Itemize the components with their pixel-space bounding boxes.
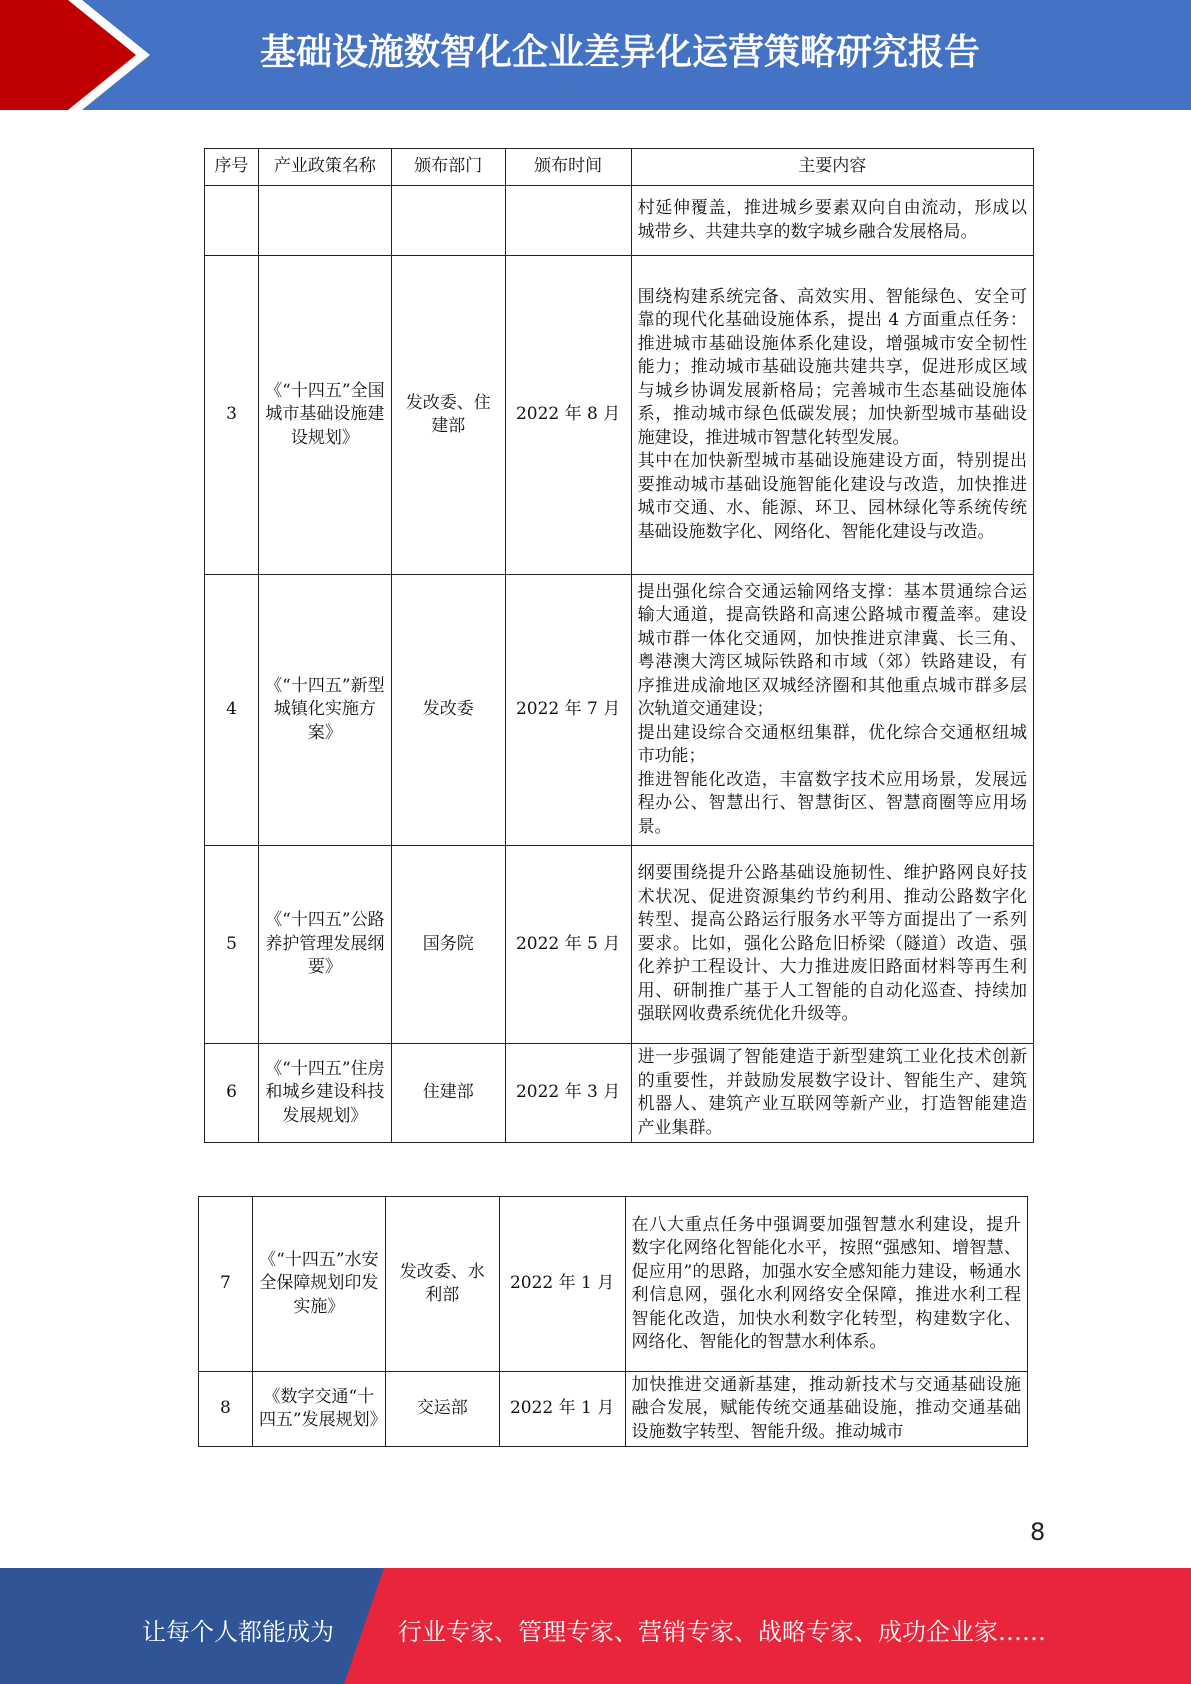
table-header-row [205,149,1034,186]
row-no: 7 [199,1197,253,1372]
row-no [205,186,259,256]
row-no: 4 [205,575,259,846]
row-date [505,186,631,256]
row-date: 2022 年 3 月 [505,1044,631,1143]
row-policy-name [258,186,391,256]
row-content: 村延伸覆盖，推进城乡要素双向自由流动，形成以城带乡、共建共享的数字城乡融合发展格局。 [631,186,1033,256]
row-policy-name: 《“十四五”住房和城乡建设科技发展规划》 [258,1044,391,1143]
table-row [205,1044,1034,1143]
row-content: 围绕构建系统完备、高效实用、智能绿色、安全可靠的现代化基础设施体系，提出 4 方面重点任务：推进城市基础设施体系化建设，增强城市安全韧性能力；推动城市基础设施共建共享，促进形成区域与城乡协调发展新格局；完善城市生态基础设施体系，推动城市绿色低碳发展；加快新型城市基础设施建设，推进城市智慧化转型发展。 其中在加快新型城市基础设施建设方面，特别提出要推动城市基础设施智能化建设与改造，加快推进城市交通、水、能源、环卫、园林绿化等系统传统基础设施数字化、网络化、智能化建设与改造。 [631,256,1033,575]
row-dept: 发改委 [391,575,505,846]
col-header-no: 序号 [205,149,259,186]
row-policy-name: 《数字交通“十四五”发展规划》 [252,1372,385,1447]
row-policy-name: 《“十四五”公路养护管理发展纲要》 [258,846,391,1044]
policy-table-continued [198,1196,1028,1447]
footer-slogan-left: 让每个人都能成为 [142,1618,334,1646]
table-row [199,1197,1028,1372]
col-header-content: 主要内容 [631,149,1033,186]
table-row [205,256,1034,575]
col-header-dept: 颁布部门 [391,149,505,186]
row-no: 8 [199,1372,253,1447]
row-dept: 交运部 [385,1372,499,1447]
row-no: 3 [205,256,259,575]
row-date: 2022 年 1 月 [499,1372,625,1447]
page-header [0,0,1191,110]
header-chevron-decoration [0,0,160,110]
row-dept: 发改委、水利部 [385,1197,499,1372]
row-date: 2022 年 1 月 [499,1197,625,1372]
row-content: 进一步强调了智能建造于新型建筑工业化技术创新的重要性，并鼓励发展数字设计、智能生产、建筑机器人、建筑产业互联网等新产业，打造智能建造产业集群。 [631,1044,1033,1143]
row-no: 6 [205,1044,259,1143]
table-row [205,186,1034,256]
row-dept: 国务院 [391,846,505,1044]
row-date: 2022 年 5 月 [505,846,631,1044]
report-title: 基础设施数智化企业差异化运营策略研究报告 [259,32,980,73]
table-row [199,1372,1028,1447]
row-content: 加快推进交通新基建，推动新技术与交通基础设施融合发展，赋能传统交通基础设施，推动交通基础设施数字转型、智能升级。推动城市 [625,1372,1027,1447]
row-content: 在八大重点任务中强调要加强智慧水利建设，提升数字化网络化智能化水平，按照“强感知、增智慧、促应用”的思路，加强水安全感知能力建设，畅通水利信息网，强化水利网络安全保障，推进水利工程智能化改造，加快水利数字化转型，构建数字化、网络化、智能化的智慧水利体系。 [625,1197,1027,1372]
row-content: 提出强化综合交通运输网络支撑：基本贯通综合运输大通道，提高铁路和高速公路城市覆盖率。建设城市群一体化交通网，加快推进京津冀、长三角、粤港澳大湾区城际铁路和市域（郊）铁路建设，有序推进成渝地区双城经济圈和其他重点城市群多层次轨道交通建设； 提出建设综合交通枢纽集群，优化综合交通枢纽城市功能； 推进智能化改造，丰富数字技术应用场景，发展远程办公、智慧出行、智慧街区、智慧商圈等应用场景。 [631,575,1033,846]
row-policy-name: 《“十四五”水安全保障规划印发实施》 [252,1197,385,1372]
row-dept: 发改委、住建部 [391,256,505,575]
row-dept: 住建部 [391,1044,505,1143]
col-header-date: 颁布时间 [505,149,631,186]
footer-slogan-right: 行业专家、管理专家、营销专家、战略专家、成功企业家…… [398,1618,1046,1646]
row-date: 2022 年 8 月 [505,256,631,575]
col-header-name: 产业政策名称 [258,149,391,186]
row-policy-name: 《“十四五”全国城市基础设施建设规划》 [258,256,391,575]
row-date: 2022 年 7 月 [505,575,631,846]
policy-table [204,148,1034,1143]
row-content: 纲要围绕提升公路基础设施韧性、维护路网良好技术状况、促进资源集约节约利用、推动公路数字化转型、提高公路运行服务水平等方面提出了一系列要求。比如，强化公路危旧桥梁（隧道）改造、强化养护工程设计、大力推进废旧路面材料等再生利用、研制推广基于人工智能的自动化巡查、持续加强联网收费系统优化升级等。 [631,846,1033,1044]
table-row [205,575,1034,846]
row-policy-name: 《“十四五”新型城镇化实施方案》 [258,575,391,846]
table-row [205,846,1034,1044]
row-no: 5 [205,846,259,1044]
page-number: 8 [1030,1518,1046,1546]
row-dept [391,186,505,256]
